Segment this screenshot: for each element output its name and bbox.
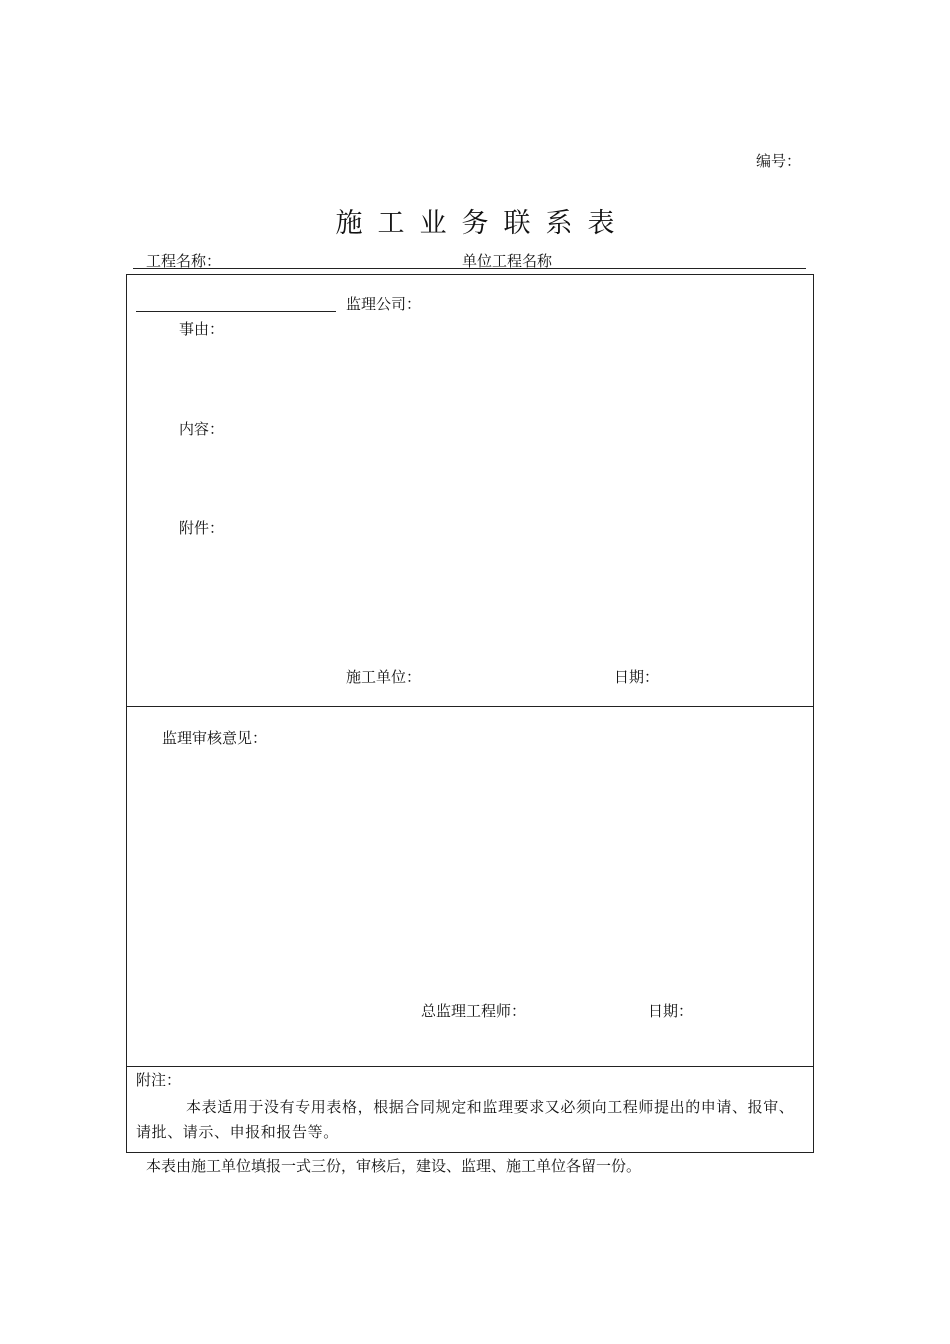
document-number-label: 编号： (756, 152, 802, 170)
request-date-label: 日期： (614, 668, 660, 686)
notes-label: 附注： (136, 1071, 182, 1089)
notes-text: 本表适用于没有专用表格，根据合同规定和监理要求又必须向工程师提出的申请、报审、请批、请示、申报和报告等。 (136, 1098, 795, 1141)
chief-engineer-label: 总监理工程师： (421, 1002, 527, 1020)
supervisor-company-label: 监理公司： (346, 295, 422, 313)
form-frame (126, 274, 814, 1153)
supervision-review-label: 监理审核意见： (162, 729, 268, 747)
distribution-note: 本表由施工单位填报一式三份，审核后，建设、监理、施工单位各留一份。 (146, 1157, 642, 1175)
project-name-label: 工程名称： (146, 252, 222, 270)
page-title: 施工业务联系表 (335, 208, 630, 239)
reason-label: 事由： (179, 320, 225, 338)
addressee-blank-line[interactable] (136, 311, 336, 312)
project-name-underline (133, 268, 806, 269)
content-label: 内容： (179, 420, 225, 438)
review-date-label: 日期： (648, 1002, 694, 1020)
attachment-label: 附件： (179, 519, 225, 537)
construction-unit-label: 施工单位： (346, 668, 422, 686)
unit-project-name: 单位工程名称 (462, 252, 553, 270)
section-divider-review-notes (126, 1066, 814, 1067)
section-divider-request-review (126, 706, 814, 707)
